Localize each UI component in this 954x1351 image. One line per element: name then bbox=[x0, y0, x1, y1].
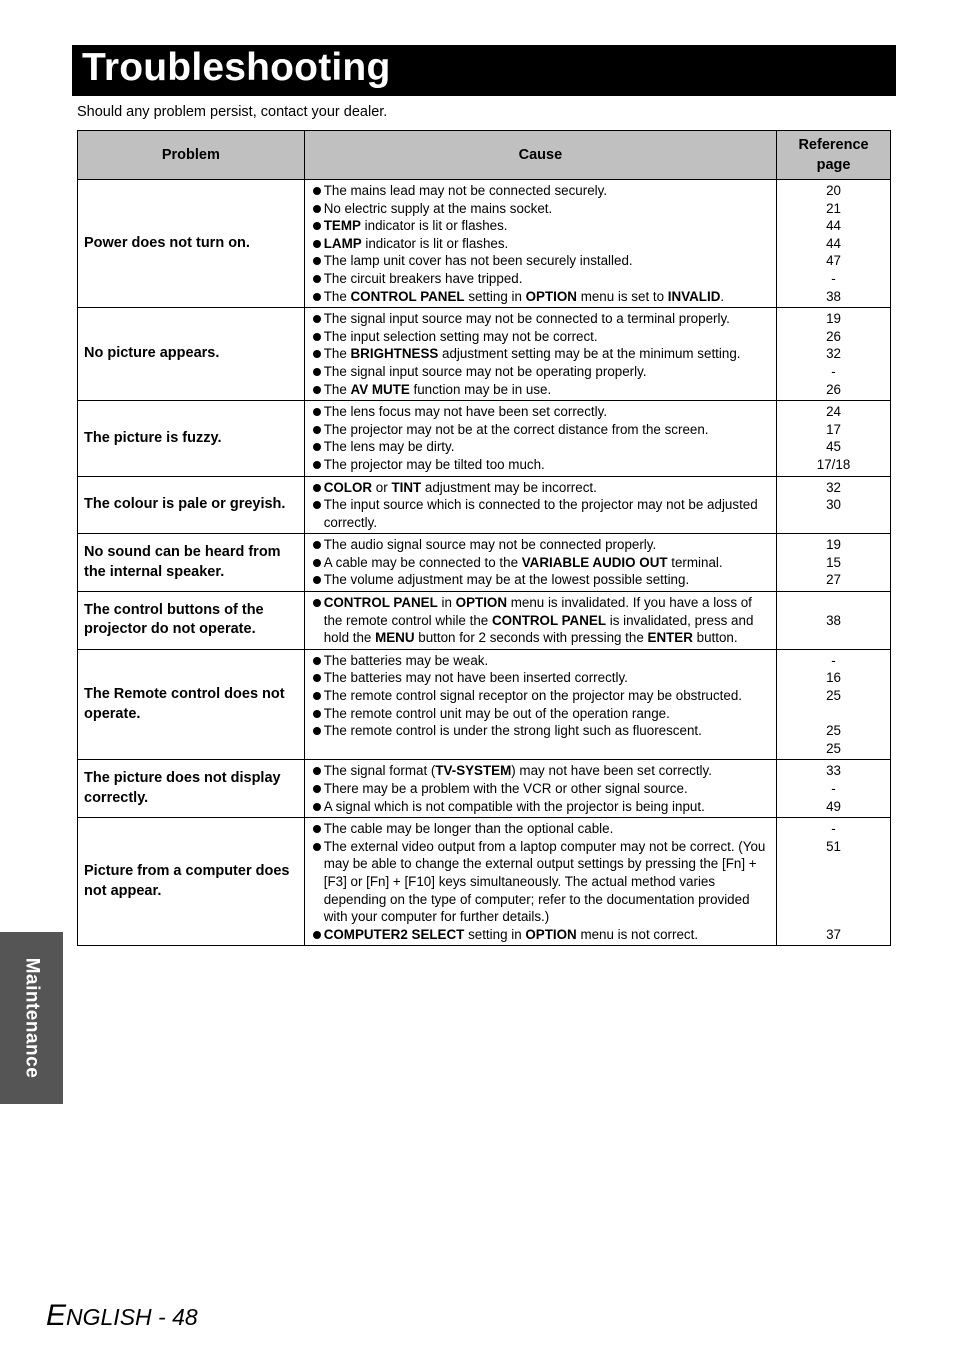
cause-item bbox=[313, 200, 770, 218]
cause-text: The lens may be dirty. bbox=[323, 439, 455, 455]
reference-cell bbox=[777, 308, 891, 401]
cause-item bbox=[313, 780, 770, 798]
cause-text: The signal format ( bbox=[323, 763, 436, 779]
side-tab-label: Maintenance bbox=[21, 957, 43, 1079]
cause-text: The projector may be tilted too much. bbox=[323, 456, 545, 472]
cause-list bbox=[313, 762, 770, 815]
cause-list bbox=[313, 652, 770, 740]
problem-cell: Picture from a computer does not appear. bbox=[78, 818, 305, 946]
reference-cell bbox=[777, 476, 891, 534]
cause-text: The batteries may be weak. bbox=[323, 652, 489, 668]
cause-item bbox=[313, 926, 770, 944]
cause-item bbox=[313, 182, 770, 200]
cause-list bbox=[313, 310, 770, 398]
cause-text: The lamp unit cover has not been securely installed. bbox=[323, 253, 633, 269]
cause-item bbox=[313, 571, 770, 589]
cause-item bbox=[313, 381, 770, 399]
cause-cell bbox=[304, 180, 776, 308]
cause-term: TEMP bbox=[323, 218, 361, 234]
cause-text: The remote control unit may be out of the operation range. bbox=[323, 705, 670, 721]
cause-text: The remote control is under the strong light such as fluorescent. bbox=[323, 723, 702, 739]
reference-page: 38 bbox=[826, 612, 841, 628]
reference-page: 44 bbox=[826, 218, 841, 234]
column-header-cause: Cause bbox=[304, 131, 776, 180]
cause-text: The projector may not be at the correct distance from the screen. bbox=[323, 421, 709, 437]
cause-text: The signal input source may not be operating properly. bbox=[323, 363, 647, 379]
problem-cell: The picture does not display correctly. bbox=[78, 760, 305, 818]
cause-text: There may be a problem with the VCR or other signal source. bbox=[323, 781, 688, 796]
cause-term: CONTROL PANEL bbox=[491, 612, 607, 628]
cause-list bbox=[313, 479, 770, 532]
column-header-reference bbox=[777, 131, 891, 180]
cause-item bbox=[313, 496, 770, 531]
cause-text: ) may not have been set correctly. bbox=[511, 763, 712, 779]
cause-term: CONTROL PANEL bbox=[323, 595, 438, 611]
reference-cell bbox=[777, 649, 891, 760]
reference-page: 32 bbox=[826, 346, 841, 362]
cause-text: setting in bbox=[464, 288, 526, 304]
cause-term: BRIGHTNESS bbox=[350, 346, 439, 362]
reference-page: 26 bbox=[826, 328, 841, 344]
cause-item bbox=[313, 820, 770, 838]
cause-text: indicator is lit or flashes. bbox=[361, 235, 509, 251]
cause-term: COMPUTER2 SELECT bbox=[323, 926, 465, 942]
cause-item bbox=[313, 310, 770, 328]
cause-text: The bbox=[323, 346, 351, 362]
cause-text: The remote control signal receptor on the projector may be obstructed. bbox=[323, 688, 743, 704]
cause-text: menu is not correct. bbox=[576, 926, 699, 942]
cause-text: menu is invalidated. If you have a loss of the remote control while the bbox=[323, 595, 752, 628]
cause-list bbox=[313, 403, 770, 473]
reference-page: - bbox=[831, 363, 836, 379]
cause-item bbox=[313, 762, 770, 780]
reference-page: 27 bbox=[826, 572, 841, 588]
cause-term: INVALID bbox=[667, 288, 721, 304]
reference-page bbox=[777, 705, 890, 723]
footer-lead-letter: E bbox=[46, 1299, 67, 1332]
cause-text: menu is set to bbox=[576, 288, 668, 304]
cause-term: TINT bbox=[391, 479, 422, 495]
reference-page bbox=[777, 891, 890, 909]
cause-text: The bbox=[323, 288, 351, 304]
cause-term: ENTER bbox=[647, 630, 693, 646]
cause-text: adjustment may be incorrect. bbox=[421, 479, 597, 495]
table-row bbox=[78, 760, 891, 818]
cause-text: button for 2 seconds with pressing the bbox=[414, 630, 648, 646]
cause-item bbox=[313, 403, 770, 421]
table-row bbox=[78, 649, 891, 760]
troubleshooting-table bbox=[77, 130, 891, 946]
cause-text: The input source which is connected to the projector may not be adjusted correctly. bbox=[323, 497, 758, 530]
table-row bbox=[78, 180, 891, 308]
cause-text: indicator is lit or flashes. bbox=[360, 218, 508, 234]
cause-term: OPTION bbox=[455, 595, 508, 611]
cause-text: adjustment setting may be at the minimum setting. bbox=[438, 346, 741, 362]
cause-text: setting in bbox=[464, 926, 526, 942]
reference-cell bbox=[777, 592, 891, 650]
problem-cell: No sound can be heard from the internal speaker. bbox=[78, 534, 305, 592]
cause-item bbox=[313, 536, 770, 554]
cause-text: No electric supply at the mains socket. bbox=[323, 200, 553, 216]
cause-text: The audio signal source may not be connected properly. bbox=[323, 537, 657, 553]
reference-page: - bbox=[831, 781, 836, 796]
reference-page: 17/18 bbox=[816, 456, 851, 472]
cause-text: A signal which is not compatible with the projector is being input. bbox=[323, 798, 705, 814]
reference-page: 19 bbox=[826, 537, 841, 553]
cause-text: A cable may be connected to the bbox=[323, 554, 522, 570]
table-row bbox=[78, 592, 891, 650]
page-footer bbox=[46, 1299, 198, 1333]
cause-text: The circuit breakers have tripped. bbox=[323, 270, 523, 286]
cause-text: The lens focus may not have been set correctly. bbox=[323, 404, 608, 420]
cause-cell bbox=[304, 649, 776, 760]
cause-item bbox=[313, 363, 770, 381]
cause-item bbox=[313, 652, 770, 670]
cause-term: TV-SYSTEM bbox=[435, 763, 512, 779]
reference-page: 19 bbox=[826, 311, 841, 327]
problem-cell: No picture appears. bbox=[78, 308, 305, 401]
table-row bbox=[78, 818, 891, 946]
cause-text: button. bbox=[692, 630, 738, 646]
reference-page: 25 bbox=[826, 740, 841, 756]
cause-cell bbox=[304, 401, 776, 476]
cause-item bbox=[313, 345, 770, 363]
cause-text: The mains lead may not be connected securely. bbox=[323, 183, 608, 198]
cause-text: function may be in use. bbox=[409, 381, 552, 397]
cause-term: OPTION bbox=[525, 288, 577, 304]
reference-page: 24 bbox=[826, 404, 841, 420]
cause-cell bbox=[304, 476, 776, 534]
cause-list bbox=[313, 594, 770, 647]
reference-page bbox=[777, 855, 890, 873]
cause-item bbox=[313, 687, 770, 705]
reference-cell bbox=[777, 760, 891, 818]
reference-cell bbox=[777, 180, 891, 308]
cause-item bbox=[313, 421, 770, 439]
title-bar bbox=[72, 45, 896, 96]
reference-page: 16 bbox=[826, 670, 841, 686]
reference-page bbox=[777, 908, 890, 926]
cause-item bbox=[313, 705, 770, 723]
cause-text: in bbox=[437, 595, 456, 611]
cause-item bbox=[313, 838, 770, 926]
cause-term: VARIABLE AUDIO OUT bbox=[521, 554, 668, 570]
problem-cell: The colour is pale or greyish. bbox=[78, 476, 305, 534]
cause-term: COLOR bbox=[323, 479, 373, 495]
table-row bbox=[78, 401, 891, 476]
cause-item bbox=[313, 252, 770, 270]
cause-term: CONTROL PANEL bbox=[350, 288, 465, 304]
cause-text: . bbox=[720, 288, 725, 304]
table-row bbox=[78, 476, 891, 534]
reference-page: 49 bbox=[826, 798, 841, 814]
cause-item bbox=[313, 669, 770, 687]
cause-cell bbox=[304, 592, 776, 650]
reference-page: 25 bbox=[826, 723, 841, 739]
cause-item bbox=[313, 217, 770, 235]
table-row bbox=[78, 534, 891, 592]
cause-term: MENU bbox=[375, 630, 415, 646]
page-title: Troubleshooting bbox=[82, 46, 391, 89]
reference-page: - bbox=[831, 652, 836, 668]
problem-cell: The control buttons of the projector do not operate. bbox=[78, 592, 305, 650]
reference-cell bbox=[777, 401, 891, 476]
cause-cell bbox=[304, 760, 776, 818]
reference-page: 44 bbox=[826, 235, 841, 251]
footer-page-label: NGLISH - 48 bbox=[66, 1304, 198, 1330]
reference-page: 26 bbox=[826, 381, 841, 397]
cause-text: The signal input source may not be connected to a terminal properly. bbox=[323, 311, 730, 327]
cause-item bbox=[313, 594, 770, 647]
cause-text: The input selection setting may not be correct. bbox=[323, 328, 598, 344]
reference-page: 17 bbox=[826, 421, 841, 437]
reference-page: 25 bbox=[826, 688, 841, 704]
reference-page: 30 bbox=[826, 497, 841, 513]
reference-page: 21 bbox=[826, 200, 841, 216]
problem-cell: The picture is fuzzy. bbox=[78, 401, 305, 476]
cause-term: AV MUTE bbox=[350, 381, 410, 397]
cause-item bbox=[313, 479, 770, 497]
cause-item bbox=[313, 798, 770, 816]
cause-item bbox=[313, 235, 770, 253]
cause-cell bbox=[304, 308, 776, 401]
section-side-tab bbox=[0, 932, 63, 1104]
cause-text: The batteries may not have been inserted correctly. bbox=[323, 670, 628, 686]
table-header-row bbox=[78, 131, 891, 180]
cause-term: LAMP bbox=[323, 235, 362, 251]
cause-text: or bbox=[372, 479, 392, 495]
cause-list bbox=[313, 820, 770, 943]
reference-page bbox=[777, 873, 890, 891]
reference-cell bbox=[777, 534, 891, 592]
reference-page: 45 bbox=[826, 439, 841, 455]
reference-page: 15 bbox=[826, 554, 841, 570]
reference-page: 32 bbox=[826, 479, 841, 495]
cause-item bbox=[313, 288, 770, 306]
table-row bbox=[78, 308, 891, 401]
cause-item bbox=[313, 328, 770, 346]
cause-text: terminal. bbox=[667, 554, 723, 570]
intro-text: Should any problem persist, contact your dealer. bbox=[77, 104, 388, 120]
problem-cell: Power does not turn on. bbox=[78, 180, 305, 308]
cause-text: The external video output from a laptop computer may not be correct. (You may be able to change the external output settings by pressing the [Fn] + [F3] or [Fn] + [F10] keys simultaneously. The actual method varies depending on the type of computer; refer to the documentation provided with your computer for further details.) bbox=[323, 838, 766, 925]
reference-cell bbox=[777, 818, 891, 946]
reference-page: - bbox=[831, 270, 836, 286]
reference-page: 33 bbox=[826, 763, 841, 779]
cause-cell bbox=[304, 534, 776, 592]
cause-item bbox=[313, 270, 770, 288]
column-header-reference-label: Reference page bbox=[798, 137, 869, 173]
cause-term: OPTION bbox=[525, 926, 577, 942]
cause-list bbox=[313, 182, 770, 305]
reference-page: 37 bbox=[826, 926, 841, 942]
cause-text: The bbox=[323, 381, 351, 397]
cause-text: The cable may be longer than the optional cable. bbox=[323, 821, 614, 837]
cause-cell bbox=[304, 818, 776, 946]
cause-item bbox=[313, 456, 770, 474]
cause-text: is invalidated, press and hold the bbox=[323, 612, 754, 646]
reference-page: 20 bbox=[826, 183, 841, 198]
reference-page: - bbox=[831, 821, 836, 837]
cause-list bbox=[313, 536, 770, 589]
reference-page: 38 bbox=[826, 288, 841, 304]
cause-item bbox=[313, 722, 770, 740]
cause-text: The volume adjustment may be at the lowest possible setting. bbox=[323, 572, 690, 588]
reference-page: 51 bbox=[826, 838, 841, 854]
cause-item bbox=[313, 554, 770, 572]
problem-cell: The Remote control does not operate. bbox=[78, 649, 305, 760]
reference-page: 47 bbox=[826, 253, 841, 269]
column-header-problem: Problem bbox=[78, 131, 305, 180]
cause-item bbox=[313, 438, 770, 456]
table-body bbox=[78, 180, 891, 946]
